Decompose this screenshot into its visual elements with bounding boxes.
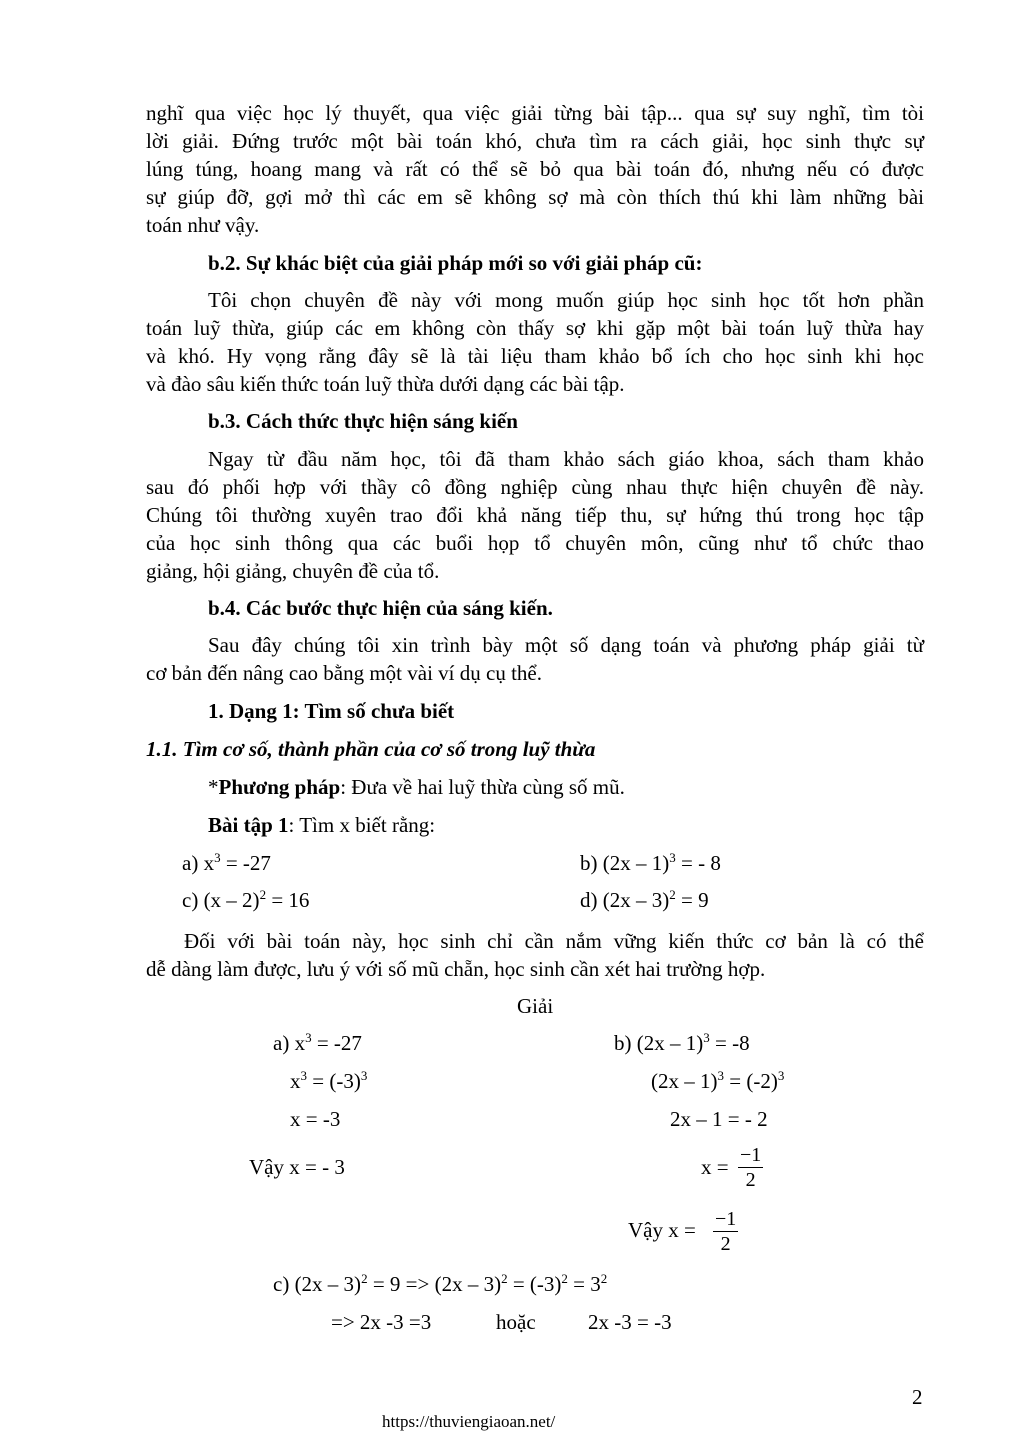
solution-text: = 9 => (2x – 3) — [367, 1272, 502, 1296]
heading-dang-1: 1. Dạng 1: Tìm số chưa biết — [208, 699, 455, 723]
paragraph-line: và khó. Hy vọng rằng đây sẽ là tài liệu tham khảo bổ ích cho học sinh khi học — [146, 344, 924, 368]
paragraph-line: Tôi chọn chuyên đề này với mong muốn giúp học sinh học tốt hơn phần — [208, 288, 924, 312]
method-text: : Đưa về hai luỹ thừa cùng số mũ. — [340, 775, 625, 799]
method-label: Phương pháp — [218, 775, 341, 799]
exponent: 2 — [561, 1271, 568, 1286]
page-number: 2 — [912, 1385, 923, 1409]
paragraph-line: cơ bản đến nâng cao bằng một vài ví dụ cụ thể. — [146, 661, 542, 685]
solution-title: Giải — [517, 994, 554, 1018]
solution-b-line-1 — [614, 1029, 750, 1057]
paragraph-line: lời giải. Đứng trước một bài toán khó, chưa tìm ra cách giải, học sinh thực sự — [146, 129, 924, 153]
paragraph-line: sự giúp đỡ, gợi mở thì các em sẽ không sợ mà còn thích thú khi làm những bài — [146, 185, 924, 209]
exponent: 3 — [360, 1068, 368, 1083]
paragraph-line: lúng túng, hoang mang và rất có thể sẽ bỏ qua bài toán đó, nhưng nếu có được — [146, 157, 924, 181]
heading-1-1: 1.1. Tìm cơ số, thành phần của cơ số trong luỹ thừa — [146, 737, 596, 761]
problem-b — [580, 849, 721, 877]
exponent: 2 — [361, 1271, 368, 1286]
exponent: 3 — [669, 850, 676, 865]
exercise-label: Bài tập 1 — [208, 813, 289, 837]
note-line: dễ dàng làm được, lưu ý với số mũ chẵn, học sinh cần xét hai trường hợp. — [146, 957, 766, 981]
problem-d — [580, 886, 709, 914]
heading-b2: b.2. Sự khác biệt của giải pháp mới so với giải pháp cũ: — [208, 251, 703, 275]
solution-a-line-1 — [273, 1029, 362, 1057]
paragraph-line: và đào sâu kiến thức toán luỹ thừa dưới dạng các bài tập. — [146, 372, 625, 396]
method-line — [208, 773, 625, 801]
solution-c-line-1 — [273, 1270, 607, 1298]
solution-b-conclusion: Vậy x = — [628, 1218, 696, 1242]
fraction — [713, 1207, 738, 1256]
exponent: 3 — [300, 1068, 307, 1083]
solution-text: = -8 — [709, 1031, 750, 1055]
exponent: 3 — [703, 1030, 710, 1045]
problem-text: c) (x – 2) — [182, 888, 260, 912]
exponent: 2 — [259, 887, 267, 902]
problem-c — [182, 886, 309, 914]
solution-b-line-3: 2x – 1 = - 2 — [670, 1107, 768, 1131]
solution-c-line-2a: => 2x -3 =3 — [331, 1310, 432, 1334]
solution-a-conclusion: Vậy x = - 3 — [249, 1155, 345, 1179]
solution-c-line-2c: 2x -3 = -3 — [588, 1310, 672, 1334]
solution-a-line-3: x = -3 — [290, 1107, 341, 1131]
exponent: 3 — [777, 1068, 785, 1083]
solution-text: b) (2x – 1) — [614, 1031, 704, 1055]
solution-text: c) (2x – 3) — [273, 1272, 362, 1296]
problem-text: a) x — [182, 851, 215, 875]
exponent: 2 — [600, 1271, 608, 1286]
problem-text: = -27 — [220, 851, 271, 875]
exponent: 2 — [501, 1271, 508, 1286]
fraction-numerator: −1 — [715, 1208, 737, 1230]
fraction-denominator: 2 — [720, 1233, 731, 1255]
fraction — [738, 1143, 763, 1192]
solution-text: = (-3) — [307, 1069, 361, 1093]
paragraph-line: giảng, hội giảng, chuyên đề của tổ. — [146, 559, 440, 583]
footer-link[interactable]: https://thuviengiaoan.net/ — [382, 1412, 556, 1431]
solution-a-line-2 — [290, 1067, 367, 1095]
problem-text: = 16 — [266, 888, 310, 912]
paragraph-line: Sau đây chúng tôi xin trình bày một số dạng toán và phương pháp giải từ — [208, 633, 924, 657]
exponent: 3 — [305, 1030, 312, 1045]
paragraph-line: của học sinh thông qua các buổi họp tổ chuyên môn, cũng như tổ chức thao — [146, 531, 924, 555]
solution-text: = (-2) — [724, 1069, 778, 1093]
paragraph-line: nghĩ qua việc học lý thuyết, qua việc giải từng bài tập... qua sự suy nghĩ, tìm tòi — [146, 101, 924, 125]
solution-text: a) x — [273, 1031, 306, 1055]
fraction-denominator: 2 — [745, 1169, 756, 1191]
problem-a — [182, 849, 271, 877]
exercise-line — [208, 811, 435, 839]
solution-text: x — [290, 1069, 301, 1093]
exercise-text: : Tìm x biết rằng: — [288, 813, 436, 837]
method-star: * — [208, 775, 219, 799]
paragraph-line: Chúng tôi thường xuyên trao đổi khả năng tiếp thu, sự hứng thú trong học tập — [146, 503, 924, 527]
solution-text: = (-3) — [507, 1272, 562, 1296]
paragraph-line: toán luỹ thừa, giúp các em không còn thấy sợ khi gặp một bài toán luỹ thừa hay — [146, 316, 924, 340]
fraction-numerator: −1 — [740, 1144, 762, 1166]
note-line: Đối với bài toán này, học sinh chỉ cần nắm vững kiến thức cơ bản là có thể — [184, 929, 924, 953]
problem-text: d) (2x – 3) — [580, 888, 670, 912]
solution-b-line-4: x = — [701, 1155, 729, 1179]
solution-text: (2x – 1) — [651, 1069, 718, 1093]
solution-b-line-2 — [651, 1067, 784, 1095]
problem-text: = - 8 — [675, 851, 721, 875]
exponent: 3 — [214, 850, 221, 865]
problem-text: b) (2x – 1) — [580, 851, 670, 875]
paragraph-line: sau đó phối hợp với thầy cô đồng nghiệp cùng nhau thực hiện chuyên đề này. — [146, 475, 924, 499]
heading-b4: b.4. Các bước thực hiện của sáng kiến. — [208, 596, 553, 620]
paragraph-line: Ngay từ đầu năm học, tôi đã tham khảo sách giáo khoa, sách tham khảo — [208, 447, 924, 471]
exponent: 3 — [717, 1068, 724, 1083]
paragraph-line: toán như vậy. — [146, 213, 260, 237]
problem-text: = 9 — [675, 888, 709, 912]
solution-text: = 3 — [567, 1272, 601, 1296]
solution-c-line-2b: hoặc — [496, 1310, 536, 1334]
heading-b3: b.3. Cách thức thực hiện sáng kiến — [208, 409, 518, 433]
exponent: 2 — [669, 887, 676, 902]
solution-text: = -27 — [311, 1031, 362, 1055]
